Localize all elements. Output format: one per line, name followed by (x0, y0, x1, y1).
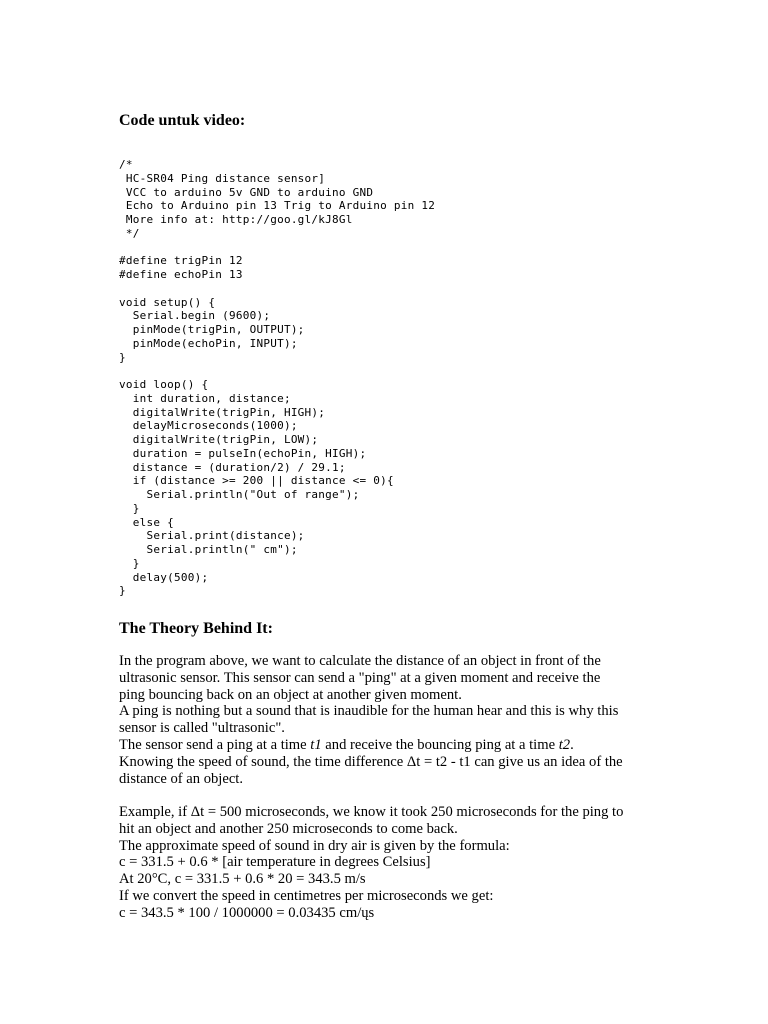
theory-paragraph-2 (119, 804, 664, 922)
code-line: duration = pulseIn(echoPin, HIGH); (119, 446, 367, 460)
text-line: distance of an object. (119, 770, 243, 787)
code-line: } (119, 584, 126, 598)
code-line: void setup() { (119, 295, 216, 309)
code-line: } (119, 556, 140, 570)
text-line (119, 737, 664, 754)
theory-paragraph-1 (119, 653, 664, 787)
code-line: distance = (duration/2) / 29.1; (119, 460, 346, 474)
variable-t1: t1 (310, 736, 322, 753)
text-line: In the program above, we want to calculate the distance of an object in front of the (119, 653, 601, 669)
code-line: digitalWrite(trigPin, LOW); (119, 433, 319, 446)
section-heading-theory: The Theory Behind It: (119, 620, 273, 637)
code-line: #define echoPin 13 (119, 268, 243, 281)
code-line: pinMode(trigPin, OUTPUT); (119, 323, 305, 336)
code-line: if (distance >= 200 || distance <= 0){ (119, 474, 394, 488)
text-line: sensor is called "ultrasonic". (119, 720, 285, 737)
formula-line: c = 343.5 * 100 / 1000000 = 0.03435 cm/ųs (119, 904, 375, 921)
code-line: } (119, 350, 126, 364)
code-line: */ (119, 226, 140, 240)
code-line: delay(500); (119, 570, 209, 584)
code-line: } (119, 501, 140, 515)
code-line: int duration, distance; (119, 391, 291, 405)
code-block (119, 158, 435, 598)
code-line: else { (119, 515, 174, 529)
text-line: If we convert the speed in centimetres per microseconds we get: (119, 887, 494, 904)
code-line: digitalWrite(trigPin, HIGH); (119, 405, 326, 419)
code-line: Serial.print(distance); (119, 529, 305, 543)
text-fragment: The sensor send a ping at a time (119, 736, 311, 753)
variable-t2: t2 (558, 736, 571, 753)
code-line: More info at: http://goo.gl/kJ8Gl (119, 213, 353, 226)
code-line: pinMode(echoPin, INPUT); (119, 336, 298, 350)
section-heading-code: Code untuk video: (119, 112, 246, 129)
code-line: Serial.println(" cm"); (119, 543, 298, 556)
code-line: HC-SR04 Ping distance sensor] (119, 171, 326, 185)
formula-line: c = 331.5 + 0.6 * [air temperature in degrees Celsius] (119, 854, 431, 871)
code-line: /* (119, 158, 133, 171)
text-line: ping bouncing back on an object at another given moment. (119, 686, 462, 703)
text-line: A ping is nothing but a sound that is inaudible for the human hear and this is why this (119, 703, 619, 720)
text-line: The approximate speed of sound in dry air is given by the formula: (119, 837, 510, 854)
text-line: Knowing the speed of sound, the time difference Δt = t2 - t1 can give us an idea of the (119, 753, 623, 770)
code-line: Serial.begin (9600); (119, 309, 271, 323)
code-line: Serial.println("Out of range"); (119, 488, 360, 501)
code-line: delayMicroseconds(1000); (119, 419, 298, 433)
text-line: Example, if Δt = 500 microseconds, we know it took 250 microseconds for the ping to (119, 804, 624, 820)
text-line: hit an object and another 250 microseconds to come back. (119, 820, 458, 837)
code-line: #define trigPin 12 (119, 254, 243, 268)
code-line: Echo to Arduino pin 13 Trig to Arduino pin 12 (119, 199, 436, 213)
code-line: VCC to arduino 5v GND to arduino GND (119, 185, 374, 199)
code-line: void loop() { (119, 378, 209, 391)
text-fragment: . (570, 736, 574, 753)
text-line: ultrasonic sensor. This sensor can send a "ping" at a given moment and receive the (119, 669, 601, 686)
formula-line: At 20°C, c = 331.5 + 0.6 * 20 = 343.5 m/s (119, 871, 366, 888)
text-fragment: and receive the bouncing ping at a time (321, 736, 559, 753)
